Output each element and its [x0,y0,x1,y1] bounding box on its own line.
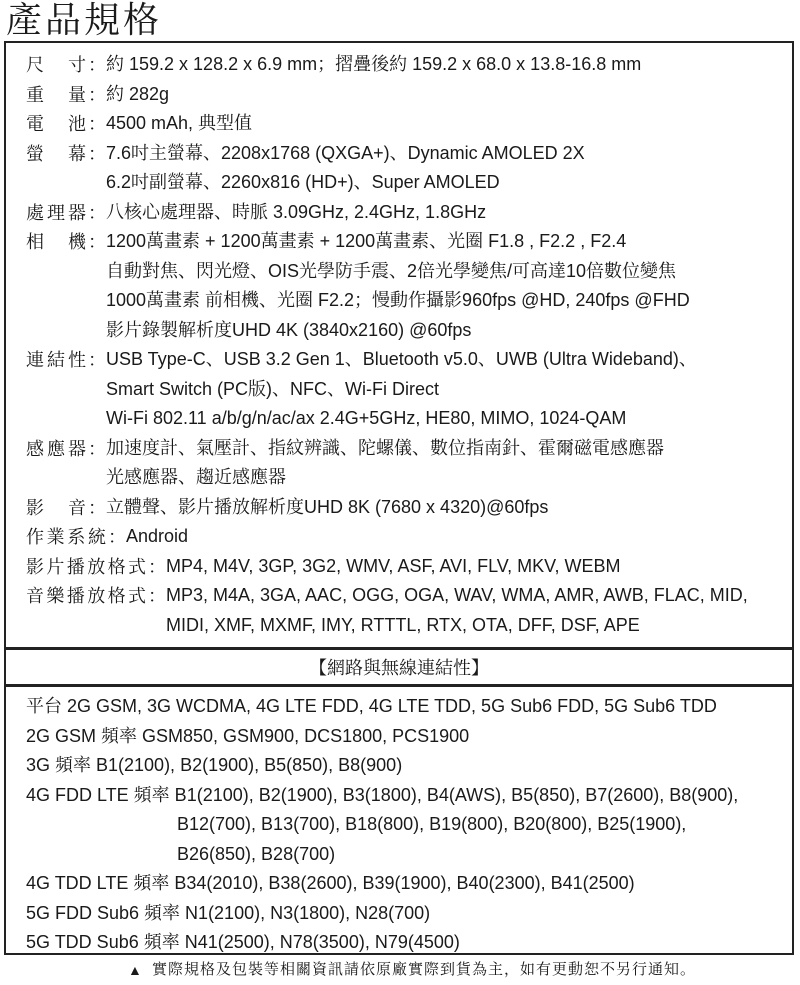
spec-colon: ： [88,84,106,105]
spec-value [106,139,585,198]
spec-label: 重 量 [26,84,86,105]
spec-value-line: 7.6吋主螢幕、2208x1768 (QXGA+)、Dynamic AMOLED 2X [106,142,585,163]
spec-colon: ： [108,527,126,547]
network-row-text: 3G 頻率 B1(2100), B2(1900), B5(850), B8(900) [26,755,403,775]
spec-value-line: USB Type-C、USB 3.2 Gen 1、Bluetooth v5.0、UWB (Ultra Wideband)、 [106,349,697,369]
spec-colon: ： [88,232,106,252]
spec-value [166,581,748,640]
network-row [26,781,738,870]
spec-value-line: 自動對焦、閃光燈、OIS光學防手震、2倍光學變焦/可高達10倍數位變焦 [106,260,677,281]
spec-label: 影 音 [26,497,86,518]
spec-value-line: 加速度計、氣壓計、指紋辨識、陀螺儀、數位指南針、霍爾磁電感應器 [106,437,664,458]
network-row-continuation: B12(700), B13(700), B18(800), B19(800), B20(800), B25(1900), [177,814,687,834]
spec-value-line: MP4, M4V, 3GP, 3G2, WMV, ASF, AVI, FLV, MKV, WEBM [166,555,621,576]
spec-value-line: 1000萬畫素 前相機、光圈 F2.2；慢動作攝影960fps @HD, 240fps @FHD [106,290,690,310]
page-title: 產品規格 [6,0,163,40]
spec-value [106,50,641,80]
spec-value [106,198,486,228]
spec-colon: ： [88,497,106,518]
spec-value-line: 約 159.2 x 128.2 x 6.9 mm；摺疊後約 159.2 x 68.0 x 13.8-16.8 mm [106,54,642,74]
spec-label: 作業系統 [26,527,106,547]
spec-value [106,434,664,493]
network-row-text: 平台 2G GSM, 3G WCDMA, 4G LTE FDD, 4G LTE TDD, 5G Sub6 FDD, 5G Sub6 TDD [26,696,717,716]
spec-value-line: 4500 mAh, 典型值 [106,113,253,133]
spec-value-line: 1200萬畫素 + 1200萬畫素 + 1200萬畫素、光圈 F1.8 , F2.2 , F2.4 [106,231,627,251]
spec-value-line: 影片錄製解析度UHD 4K (3840x2160) @60fps [106,319,472,340]
spec-label: 相 機 [26,232,86,252]
spec-colon: ： [88,55,106,75]
network-row-continuation: B26(850), B28(700) [177,843,336,864]
spec-colon: ： [88,350,106,370]
spec-value [166,552,621,582]
footer-text: 實際規格及包裝等相關資訊請依原廠實際到貨為主，如有更動恕不另行通知。 [152,961,697,978]
spec-value [106,109,252,139]
spec-colon: ： [88,202,106,223]
warning-triangle-icon: ▲ [128,962,142,978]
spec-colon: ： [148,556,166,577]
spec-label: 感應器 [26,438,86,459]
network-row [26,692,717,722]
spec-label: 尺 寸 [26,55,86,75]
spec-colon: ： [88,114,106,134]
spec-value [106,345,697,434]
network-row [26,899,430,929]
spec-table [4,41,794,649]
spec-value-line: MIDI, XMF, MXMF, IMY, RTTTL, RTX, OTA, DFF, DSF, APE [166,614,640,635]
network-row [26,751,402,781]
spec-colon: ： [88,143,106,164]
spec-label: 影片播放格式 [26,556,146,577]
spec-colon: ： [148,586,166,606]
network-row-text: 5G TDD Sub6 頻率 N41(2500), N78(3500), N79(4500) [26,932,460,952]
spec-colon: ： [88,438,106,459]
network-row [26,869,635,899]
spec-label: 音樂播放格式 [26,586,146,606]
spec-label: 連結性 [26,350,86,370]
spec-value [126,522,188,552]
spec-value [106,80,169,110]
network-row-text: 5G FDD Sub6 頻率 N1(2100), N3(1800), N28(700) [26,902,431,923]
network-row-text: 4G FDD LTE 頻率 B1(2100), B2(1900), B3(1800), B4(AWS), B5(850), B7(2600), B8(900), [26,784,739,805]
spec-value-line: 約 282g [106,83,170,104]
network-row-text: 2G GSM 頻率 GSM850, GSM900, DCS1800, PCS1900 [26,725,470,746]
spec-label: 螢 幕 [26,143,86,164]
spec-value-line: 光感應器、趨近感應器 [106,467,286,487]
spec-value-line: Wi-Fi 802.11 a/b/g/n/ac/ax 2.4G+5GHz, HE80, MIMO, 1024-QAM [106,408,627,428]
spec-label: 處理器 [26,202,86,223]
spec-value-line: 6.2吋副螢幕、2260x816 (HD+)、Super AMOLED [106,172,500,192]
network-row-text: 4G TDD LTE 頻率 B34(2010), B38(2600), B39(1900), B40(2300), B41(2500) [26,873,635,893]
spec-value [106,493,548,523]
network-table [4,685,794,955]
spec-value-line: 八核心處理器、時脈 3.09GHz, 2.4GHz, 1.8GHz [106,201,487,222]
network-header: 【網路與無線連結性】 [309,658,489,678]
network-row [26,722,469,752]
spec-value [106,227,690,345]
network-row [26,928,460,958]
spec-value-line: Android [126,526,189,546]
spec-label: 電 池 [26,114,86,134]
spec-value-line: Smart Switch (PC版)、NFC、Wi-Fi Direct [106,378,439,399]
spec-value-line: MP3, M4A, 3GA, AAC, OGG, OGA, WAV, WMA, AMR, AWB, FLAC, MID, [166,585,748,605]
network-header-box [4,648,794,686]
spec-value-line: 立體聲、影片播放解析度UHD 8K (7680 x 4320)@60fps [106,496,549,517]
